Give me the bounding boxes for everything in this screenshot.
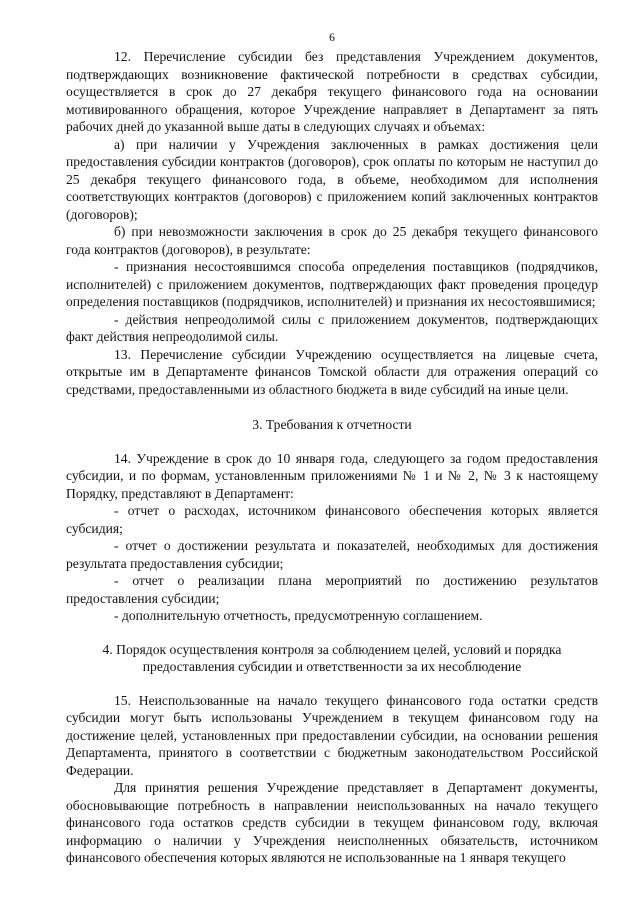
paragraph-12: 12. Перечисление субсидии без представления Учреждением документов, подтверждающих возникновение фактической потребности в средствах субсидии, осуществляется в срок до 27 декабря текущего финансового года на основании мотивированного обращения, которое Учреждение направляет в Департамент за пять рабочих дней до указанной выше даты в следующих случаях и объемах: [66, 49, 598, 134]
document-page [66, 0, 598, 905]
section-4-heading-line-1: 4. Порядок осуществления контроля за соблюдением целей, условий и порядка [102, 641, 562, 657]
page-number: 6 [329, 32, 335, 44]
paragraph-14-item-3: - отчет о реализации плана мероприятий по достижению результатов предоставления субсидии; [66, 573, 598, 606]
section-4-heading-line-2: предоставления субсидии и ответственности за их несоблюдение [142, 659, 522, 674]
paragraph-15: 15. Неиспользованные на начало текущего финансового года остатки средств субсидии могут быть использованы Учреждением в текущем финансовом году на достижение целей, установленных при предоставлении субсидии, на основании решения Департамента, принятого в соответствии с бюджетным законодательством Российской Федерации. [66, 692, 598, 778]
paragraph-12-b-item-2: - действия непреодолимой силы с приложением документов, подтверждающих факт действия непреодолимой силы. [66, 311, 598, 344]
paragraph-12-b-item-1: - признания несостоявшимся способа определения поставщиков (подрядчиков, исполнителей) с приложением документов, подтверждающих факт проведения процедур определения поставщиков (подрядчиков, исполнителей) и признания их несостоявшимися; [66, 259, 598, 309]
document-body [66, 48, 598, 867]
spacer [66, 434, 598, 450]
paragraph-14-item-2: - отчет о достижении результата и показателей, необходимых для достижения результата предоставления субсидии; [66, 538, 598, 571]
spacer [66, 398, 598, 416]
paragraph-14: 14. Учреждение в срок до 10 января года, следующего за годом предоставления субсидии, и по формам, установленным приложениями № 1 и № 2, № 3 к настоящему Порядку, представляют в Департамент: [66, 450, 598, 501]
paragraph-12-b: б) при невозможности заключения в срок до 25 декабря текущего финансового года контрактов (договоров), в результате: [66, 224, 598, 257]
paragraph-13: 13. Перечисление субсидии Учреждению осуществляется на лицевые счета, открытые им в Департаменте финансов Томской области для отражения операций со средствами, предоставленными из областного бюджета в виде субсидий на иные цели. [66, 346, 598, 397]
paragraph-12-a: а) при наличии у Учреждения заключенных в рамках достижения цели предоставления субсидии контрактов (договоров), срок оплаты по которым не наступил до 25 декабря текущего финансового года, в объеме, необходимом для исполнения соответствующих контрактов (договоров) с приложением копий заключенных контрактов (договоров); [66, 136, 598, 222]
section-3-heading: 3. Требования к отчетности [252, 417, 412, 432]
paragraph-14-item-1: - отчет о расходах, источником финансового обеспечения которых является субсидия; [66, 503, 598, 536]
spacer [66, 625, 598, 641]
spacer [66, 676, 598, 692]
paragraph-14-item-4: - дополнительную отчетность, предусмотренную соглашением. [114, 608, 483, 623]
paragraph-15-decision: Для принятия решения Учреждение представляет в Департамент документы, обосновывающие потребность в направлении неиспользованных на начало текущего финансового года остатков средств субсидии в текущем финансовом году, включая информацию о наличии у Учреждения неисполненных обязательств, источником финансового обеспечения которых являются не использованные на 1 января текущего [66, 780, 598, 865]
